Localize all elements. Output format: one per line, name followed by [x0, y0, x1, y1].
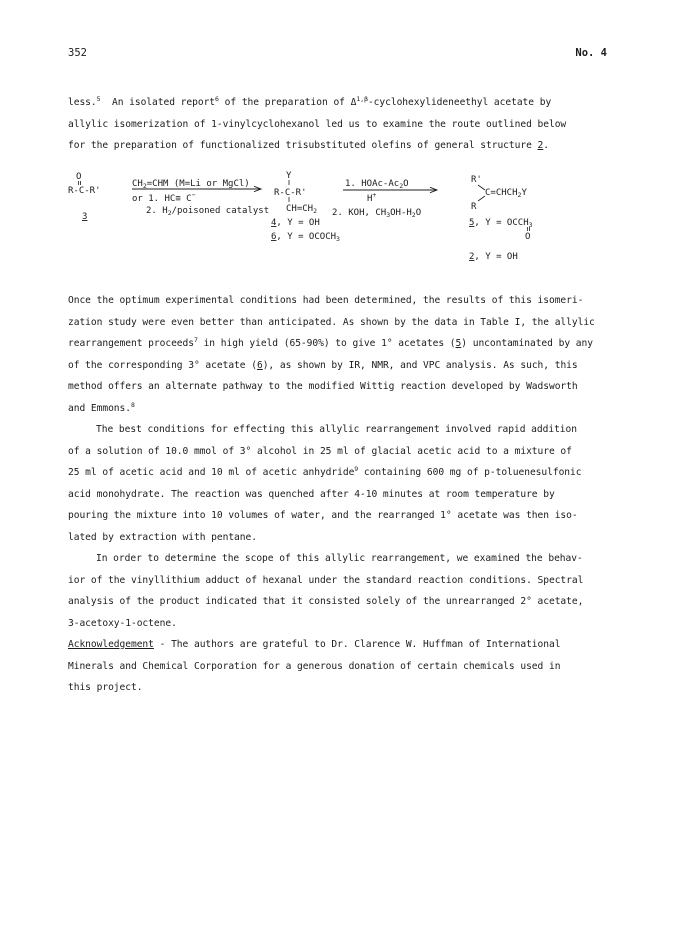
issue-number: No. 4 [575, 47, 607, 59]
ketone-formula: R-C-R' [68, 186, 101, 196]
reagent-acid: H+ [367, 191, 377, 204]
intermediate-y: Y [286, 171, 292, 181]
paragraph-scope [68, 548, 613, 634]
text-line: method offers an alternate pathway to the modified Wittig reaction developed by Wadsworth [68, 381, 578, 392]
reagent-acetylide: or 1. HC≡ C− [132, 191, 196, 204]
paragraph-intro [68, 92, 613, 157]
ketone-label: 3 [82, 212, 88, 222]
text-line: zation study were even better than anticipated. As shown by the data in Table I, the allylic [68, 316, 595, 328]
compound-2-label: 2, Y = OH [469, 252, 518, 262]
paragraph-conditions [68, 419, 613, 548]
ketone-oxygen: O [76, 172, 82, 182]
text-line: less.$^5$ An isolated report$^6$ of the preparation of $\Delta^{1,\beta}$-cyclohexylideneethyl acetate by [68, 95, 552, 108]
text-line: this project. [68, 682, 143, 693]
reagent-hydrolysis: 2. KOH, $CH_3OH-H_2O$ [332, 208, 422, 219]
text-line: Acknowledgement - The authors are grateful to Dr. Clarence W. Huffman of International [68, 639, 561, 650]
acetate-oxygen: O [525, 232, 531, 242]
text-line: acid monohydrate. The reaction was quenched after 4-10 minutes at room temperature by [68, 488, 555, 500]
reagent-acetylation: 1. HOAc-$Ac_2O$ [345, 179, 409, 190]
text-line: and Emmons.$^8$ [68, 400, 135, 414]
text-line: rearrangement proceeds$^7$ in high yield (65-90%) to give 1° acetates (5) uncontaminated by any [68, 336, 593, 349]
reagent-vinyl-metal: $CH_2=CHM$ (M=Li or MgCl) [132, 179, 250, 190]
text-line: for the preparation of functionalized trisubstituted olefins of general structure 2. [68, 140, 549, 151]
compound-6-label: 6, $Y = OCOCH_3$ [271, 232, 340, 243]
text-line: In order to determine the scope of this allylic rearrangement, we examined the behav- [96, 553, 583, 564]
intermediate-vinyl: $CH=CH_2$ [286, 204, 318, 215]
text-line: allylic isomerization of 1-vinylcyclohexanol led us to examine the route outlined below [68, 118, 567, 130]
text-line: ior of the vinyllithium adduct of hexanal under the standard reaction conditions. Spectral [68, 574, 584, 586]
acknowledgement [68, 634, 613, 699]
reaction-scheme [68, 168, 613, 273]
reagent-hydrogenation: 2. $H_2$/poisoned catalyst [146, 206, 270, 217]
text-line: The best conditions for effecting this allylic rearrangement involved rapid addition [96, 424, 577, 435]
text-line: pouring the mixture into 10 volumes of water, and the rearranged 1° acetate was then iso- [68, 510, 578, 521]
product-r: R [471, 202, 477, 212]
text-line: of the corresponding 3° acetate (6), as shown by IR, NMR, and VPC analysis. As such, this [68, 359, 578, 371]
text-line: Minerals and Chemical Corporation for a generous donation of certain chemicals used in [68, 660, 561, 672]
compound-5-label: 5, $Y = OCCH_3$ [469, 218, 533, 229]
text-line: 25 ml of acetic acid and 10 ml of acetic anhydride$^9$ containing 600 mg of p-toluenesulfonic [68, 465, 582, 478]
compound-4-label: 4, Y = OH [271, 218, 320, 228]
text-line: 3-acetoxy-1-octene. [68, 617, 177, 629]
reaction-scheme-drawing [68, 168, 613, 273]
product-formula: $C=CHCH_2Y$ [485, 188, 527, 199]
acknowledgement-heading: Acknowledgement [68, 639, 154, 650]
page-number: 352 [68, 47, 87, 59]
paragraph-results [68, 290, 613, 419]
text-line: lated by extraction with pentane. [68, 531, 257, 543]
intermediate-formula: R-C-R' [274, 188, 307, 198]
text-line: of a solution of 10.0 mmol of 3° alcohol in 25 ml of glacial acetic acid to a mixture of [68, 445, 572, 457]
text-line: Once the optimum experimental conditions had been determined, the results of this isomeri- [68, 295, 584, 306]
text-line: analysis of the product indicated that it consisted solely of the unrearranged 2° acetate, [68, 596, 584, 607]
product-r-prime: R' [471, 175, 482, 185]
